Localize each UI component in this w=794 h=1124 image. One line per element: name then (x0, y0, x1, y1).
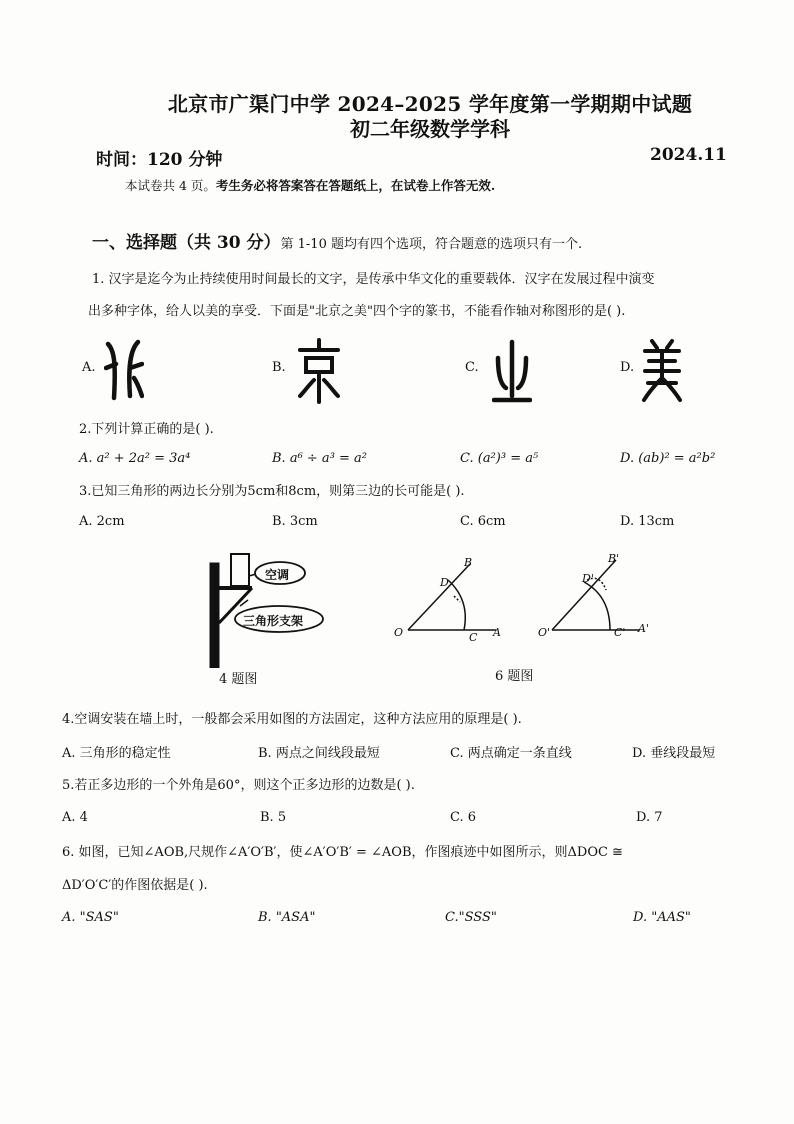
q3-option-c: C. 6cm (460, 514, 506, 529)
q5-option-d: D. 7 (636, 810, 663, 825)
air-conditioner-shape (231, 554, 249, 586)
q3-option-d: D. 13cm (620, 514, 675, 529)
q6-option-c: C."SSS" (445, 910, 497, 925)
q6-option-b: B. "ASA" (258, 910, 316, 925)
exam-date: 2024.11 (650, 145, 727, 165)
exam-notice (125, 176, 495, 194)
section-description: 第 1-10 题均有四个选项，符合题意的选项只有一个. (280, 237, 583, 252)
q4-option-a: A. 三角形的稳定性 (62, 746, 171, 761)
q3-option-b: B. 3cm (272, 514, 318, 529)
q1-option-d-label: D. (620, 360, 635, 375)
q6-stem-line1: 6. 如图，已知∠AOB,尺规作∠A′O′B′，使∠A′O′B′ = ∠AOB，作图痕迹中如图所示，则ΔDOC ≅ (62, 845, 623, 860)
seal-char-bei-image (104, 338, 144, 402)
q5-option-c: C. 6 (450, 810, 477, 825)
q6-option-a: A. "SAS" (62, 910, 119, 925)
section-title: 一、选择题（共 30 分） (92, 233, 281, 253)
fig6-point-b: B (464, 556, 473, 569)
q2-stem: 2.下列计算正确的是( ). (79, 422, 214, 437)
fig4-label-bracket: 三角形支架 (243, 614, 304, 628)
fig6-point-a-prime: A' (638, 622, 649, 635)
exam-time: 时间：120 分钟 (96, 150, 223, 170)
q1-option-c-label: C. (465, 360, 479, 375)
q2-option-a: A. a² + 2a² = 3a⁴ (79, 451, 191, 466)
fig6-point-d-prime: D' (582, 572, 594, 585)
q1-stem-line2: 出多种字体，给人以美的享受．下面是"北京之美"四个字的篆书，不能看作轴对称图形的是( ). (88, 304, 626, 319)
q6-option-d: D. "AAS" (633, 910, 691, 925)
q1-option-b-label: B. (272, 360, 286, 375)
fig6-point-o-prime: O' (538, 626, 551, 639)
fig6-point-o: O (394, 626, 404, 639)
q5-option-a: A. 4 (62, 810, 88, 825)
exam-subtitle: 初二年级数学学科 (350, 117, 510, 141)
q4-stem: 4.空调安装在墙上时，一般都会采用如图的方法固定，这种方法应用的原理是( ). (62, 712, 522, 727)
q3-stem: 3.已知三角形的两边长分别为5cm和8cm，则第三边的长可能是( ). (79, 484, 465, 499)
seal-char-mei-image (640, 338, 684, 404)
q6-stem-line2: ΔD′O′C′的作图依据是( ). (62, 878, 208, 893)
fig6-caption: 6 题图 (495, 669, 534, 684)
q4-option-d: D. 垂线段最短 (632, 746, 716, 761)
fig4-caption: 4 题图 (219, 672, 258, 687)
q2-option-b: B. a⁶ ÷ a³ = a² (272, 451, 368, 466)
fig4-label-ac: 空调 (265, 568, 290, 582)
seal-char-zhi-image (492, 338, 532, 404)
q4-option-b: B. 两点之间线段最短 (258, 746, 380, 761)
arc-dc (448, 580, 465, 630)
q2-option-c: C. (a²)³ = a⁵ (460, 451, 539, 466)
fig6-point-d: D (440, 576, 449, 589)
q5-option-b: B. 5 (260, 810, 287, 825)
q4-option-c: C. 两点确定一条直线 (450, 746, 572, 761)
seal-char-jing-image (296, 338, 342, 404)
q2-option-d: D. (ab)² = a²b² (620, 451, 716, 466)
figure-6-angle-construction (392, 552, 662, 647)
q5-stem: 5.若正多边形的一个外角是60°，则这个正多边形的边数是( ). (62, 778, 415, 793)
fig6-point-c-prime: C' (614, 626, 626, 639)
section-heading (92, 228, 582, 253)
wall-shape (210, 563, 219, 668)
q1-option-a-label: A. (82, 360, 96, 375)
ray-o1b1 (552, 560, 616, 630)
notice-pages: 本试卷共 4 页。 (125, 178, 216, 193)
notice-warning: 考生务必将答案答在答题纸上，在试卷上作答无效. (215, 178, 496, 193)
q1-stem-line1: 1. 汉字是迄今为止持续使用时间最长的文字，是传承中华文化的重要载体．汉字在发展过程中演变 (92, 272, 655, 287)
exam-title: 北京市广渠门中学 2024–2025 学年度第一学期期中试题 (167, 92, 693, 116)
fig6-point-c: C (469, 631, 478, 644)
q3-option-a: A. 2cm (79, 514, 125, 529)
fig6-point-b-prime: B' (608, 552, 620, 565)
fig6-point-a: A (493, 626, 501, 639)
